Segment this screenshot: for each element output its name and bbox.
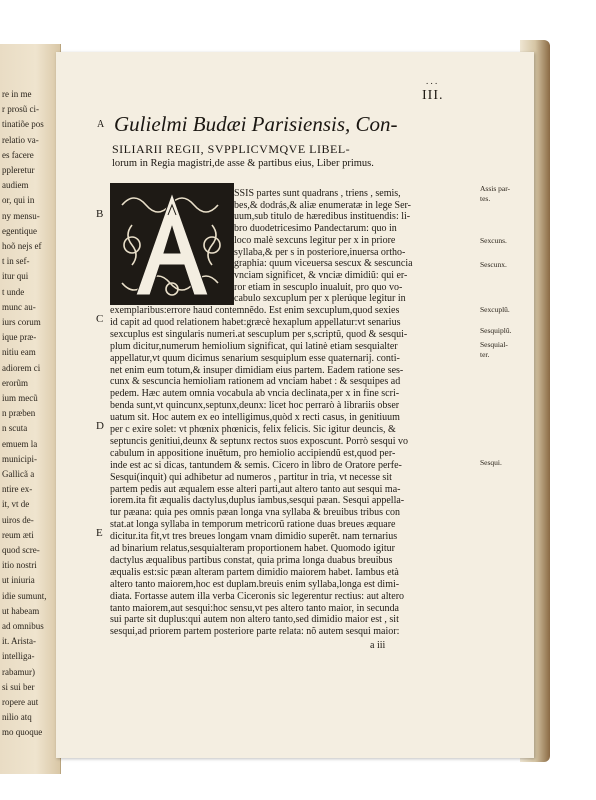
left-page-line: reum æti	[2, 529, 34, 540]
left-page-line: re in me	[2, 89, 32, 99]
title-marker: A	[97, 119, 105, 130]
left-page-line: erorũm	[2, 377, 28, 388]
text-line: partem pedis aut æqualem esse alteri parti,aut altero tanto aut sesqui ma-	[110, 483, 401, 495]
title-line-1: Gulielmi Budæi Parisiensis, Con-	[114, 112, 398, 136]
left-page-line: relatio va-	[2, 134, 39, 145]
section-letter: E	[96, 527, 103, 539]
left-page-line: uiros de-	[2, 514, 34, 525]
text-line: appellatur,vt quum dicimus senarium sesquiplum esse quaternarij. conti-	[110, 352, 400, 364]
left-page-line: ium mecũ	[2, 393, 38, 403]
text-line: stat.at longa syllaba in temporum metricorũ ratione duas breues æquare	[110, 519, 396, 531]
text-line: Sesqui(inquit) qui adhibetur ad numeros , partitur in tria, vt necesse sit	[110, 471, 392, 483]
left-page-line: adiorem ci	[2, 362, 41, 373]
text-line: uatum sit. Hoc autem ex eo intelligimus,quòd x recti casus, in genitiuum	[110, 412, 400, 424]
text-line: plum dicitur,numerum hemiolium significat, qui latinè etiam sesquialter	[110, 340, 398, 352]
left-page-line: rabamur)	[2, 666, 35, 677]
left-page-line: ique præ-	[2, 332, 37, 343]
margin-note: Sexcuplũ.	[480, 305, 510, 314]
left-page-line: es facere	[2, 149, 34, 160]
left-page-line: hoõ nejs ef	[2, 241, 42, 251]
text-line: iorem.ita fit æqualis dactylus,duplus iambus,sesqui pæan. Sesqui appella-	[110, 495, 405, 507]
left-page-line: ppleretur	[2, 165, 35, 175]
left-page-line: ad omnibus	[2, 621, 44, 631]
text-line: ror etiam in sescuplo inualuit, pro quo vo-	[234, 281, 403, 293]
margin-note: Sesqui.	[480, 458, 502, 467]
left-page-line: nilio atq	[2, 712, 32, 723]
section-letter: D	[96, 420, 104, 432]
text-line: bro duodetricesimo Pandectarum: quo in	[234, 223, 397, 235]
left-page-line: ny mensu-	[2, 210, 40, 221]
folio-dots: . . .	[426, 76, 438, 86]
text-line: tanto maiorem,aut sesqui:hoc sensu,vt pes altero tanto maior, in secunda	[110, 602, 399, 614]
text-line: benda sunt,vt quincunx,septunx,deunx: licet hoc perrarò à librariis obser	[110, 400, 400, 412]
left-page-line: Gallicã a	[2, 469, 35, 479]
left-page-line: t unde	[2, 286, 25, 297]
left-page-line: ut habeam	[2, 605, 40, 616]
text-line: ad binarium relatus,sesquialteram proportionem habet. Quomodo igitur	[110, 543, 395, 554]
margin-note: Sescunx.	[480, 260, 507, 269]
left-page-line: emuem la	[2, 438, 38, 449]
text-line: id capit ad quod relationem habet:græcè hexaplum appellatur:vt senarius	[110, 316, 401, 328]
text-line: altero tanto maiorem,hoc est duplam.breuis enim syllaba,longa est dimi-	[110, 578, 400, 590]
text-line: dicitur.ita fit,vt tres breues longam vnam dimidio superẽt. nam ternarius	[110, 531, 398, 543]
text-line: cabulo sexcuplum per x plerúque legitur in	[234, 293, 406, 305]
text-line: per c exire solet: vt phœnix phœnicis, felix felicis. Sic igitur deuncis, &	[110, 424, 396, 435]
text-line: sui parte sit duplus:qui autem non altero tanto,sed dimidio maior est , sit	[110, 614, 399, 626]
left-page-line: itur qui	[2, 271, 29, 282]
text-line: cabulum in appositione inuẽtum, pro hemiolio accipiendũ est,quod per-	[110, 447, 396, 459]
left-page-line: ntire ex-	[2, 484, 33, 495]
text-line: tur pæana: quia pes omnis pæan longa vna syllaba & breuibus tribus con	[110, 507, 400, 519]
text-line: diata. Fortasse autem illa verba Ciceronis sic legerentur rectius: aut altero	[110, 590, 405, 602]
title-line-2: SILIARII REGII, SVPPLICVMQVE LIBEL-	[112, 142, 351, 156]
left-page-line: ut iniuria	[2, 575, 35, 586]
text-line: syllaba,& per s in posteriore,inuersa ortho-	[234, 246, 406, 258]
text-line: septuncis genitiui,deunx & septunx rectos suos exposcunt. Porrò sesqui vo	[110, 435, 409, 447]
margin-note: tes.	[480, 194, 491, 203]
folio-number: III.	[422, 88, 444, 103]
left-page-line: it, vt de	[2, 499, 30, 510]
signature-mark: a iii	[370, 640, 386, 651]
left-page-line: egentique	[2, 225, 37, 236]
text-line: graphia: quum viceuersa sescux & sescuncia	[234, 258, 413, 270]
section-letter: B	[96, 208, 104, 220]
left-page	[0, 44, 61, 774]
text-line: sesqui,ad priorem partem posteriore parte relata: nõ autem sesqui maior:	[110, 626, 400, 638]
margin-note: Assis par-	[480, 184, 511, 193]
margin-note: ter.	[480, 350, 490, 359]
section-letter: C	[96, 313, 104, 325]
text-line: loco malè sexcuns legitur per x in priore	[234, 234, 396, 246]
text-line: exemplaribus:errore haud contemnẽdo. Est enim sexcuplum,quod sexies	[110, 305, 400, 316]
text-line: uum,sub titulo de hæredibus instituendis: li-	[234, 211, 411, 223]
text-line: æqualis est:sic pæan alteram partem dimidio maiorem habet. Iambus età	[110, 566, 399, 578]
left-page-line: tinatiõe pos	[2, 119, 44, 130]
left-page-line: t in sef-	[2, 256, 30, 267]
margin-note: Sesquial-	[480, 340, 508, 349]
left-page-line: mo quoque	[2, 727, 43, 738]
margin-note: Sesquiplũ.	[480, 326, 512, 335]
left-page-line: itio nostri	[2, 560, 37, 571]
left-page-line: ropere aut	[2, 697, 39, 707]
left-page-line: municipi-	[2, 453, 37, 464]
text-line: net enim eum totum,& insuper dimidiam eius partem. Eadem ratione ses-	[110, 364, 404, 376]
text-line: pedem. Hæc autem omnia vocabula ab vncia declinata,per x in fine scri-	[110, 388, 400, 400]
left-page-line: nitiu eam	[2, 347, 36, 358]
left-page-line: idie sumunt,	[2, 590, 47, 601]
left-page-line: n scuta	[2, 423, 28, 434]
left-page-line: quod scre-	[2, 545, 40, 555]
decorated-initial-a-icon	[110, 183, 234, 305]
text-line: sexcuplus est singularis numeri.at sescuplum per s,scriptũ, quod & sesqui-	[110, 328, 408, 340]
text-line: SSIS partes sunt quadrans , triens , semis,	[234, 188, 401, 199]
margin-note: Sexcuns.	[480, 236, 507, 245]
text-line: bes,& dodrás,& aliæ enumeratæ in lege Ser-	[234, 199, 411, 211]
left-page-line: intelliga-	[2, 651, 35, 662]
text-line: inde est ac si dicas, tantundem & semis. Cicero in libro de Oratore perfe-	[110, 459, 402, 471]
left-page-line: or, qui in	[2, 195, 35, 206]
left-page-line: it. Arista-	[2, 636, 36, 647]
text-line: dactylus æqualibus partibus constat, quia prima longa duabus breuibus	[110, 554, 393, 566]
title-line-3: lorum in Regia magistri,de asse & partibus eius, Liber primus.	[112, 158, 374, 169]
left-page-line: munc au-	[2, 301, 36, 312]
left-page-line: audiem	[2, 180, 29, 191]
left-page-line: si sui ber	[2, 681, 35, 692]
text-line: cunx & sescuncia hemioliam rationem ad vnciam habet : & sesquipes ad	[110, 376, 401, 388]
left-page-line: n præben	[2, 408, 36, 419]
left-page-line: iurs corum	[2, 317, 41, 327]
left-page-line: r prosũ ci-	[2, 104, 39, 115]
text-line: vnciam significet, & vnciæ dimidiũ: qui er-	[234, 269, 408, 281]
